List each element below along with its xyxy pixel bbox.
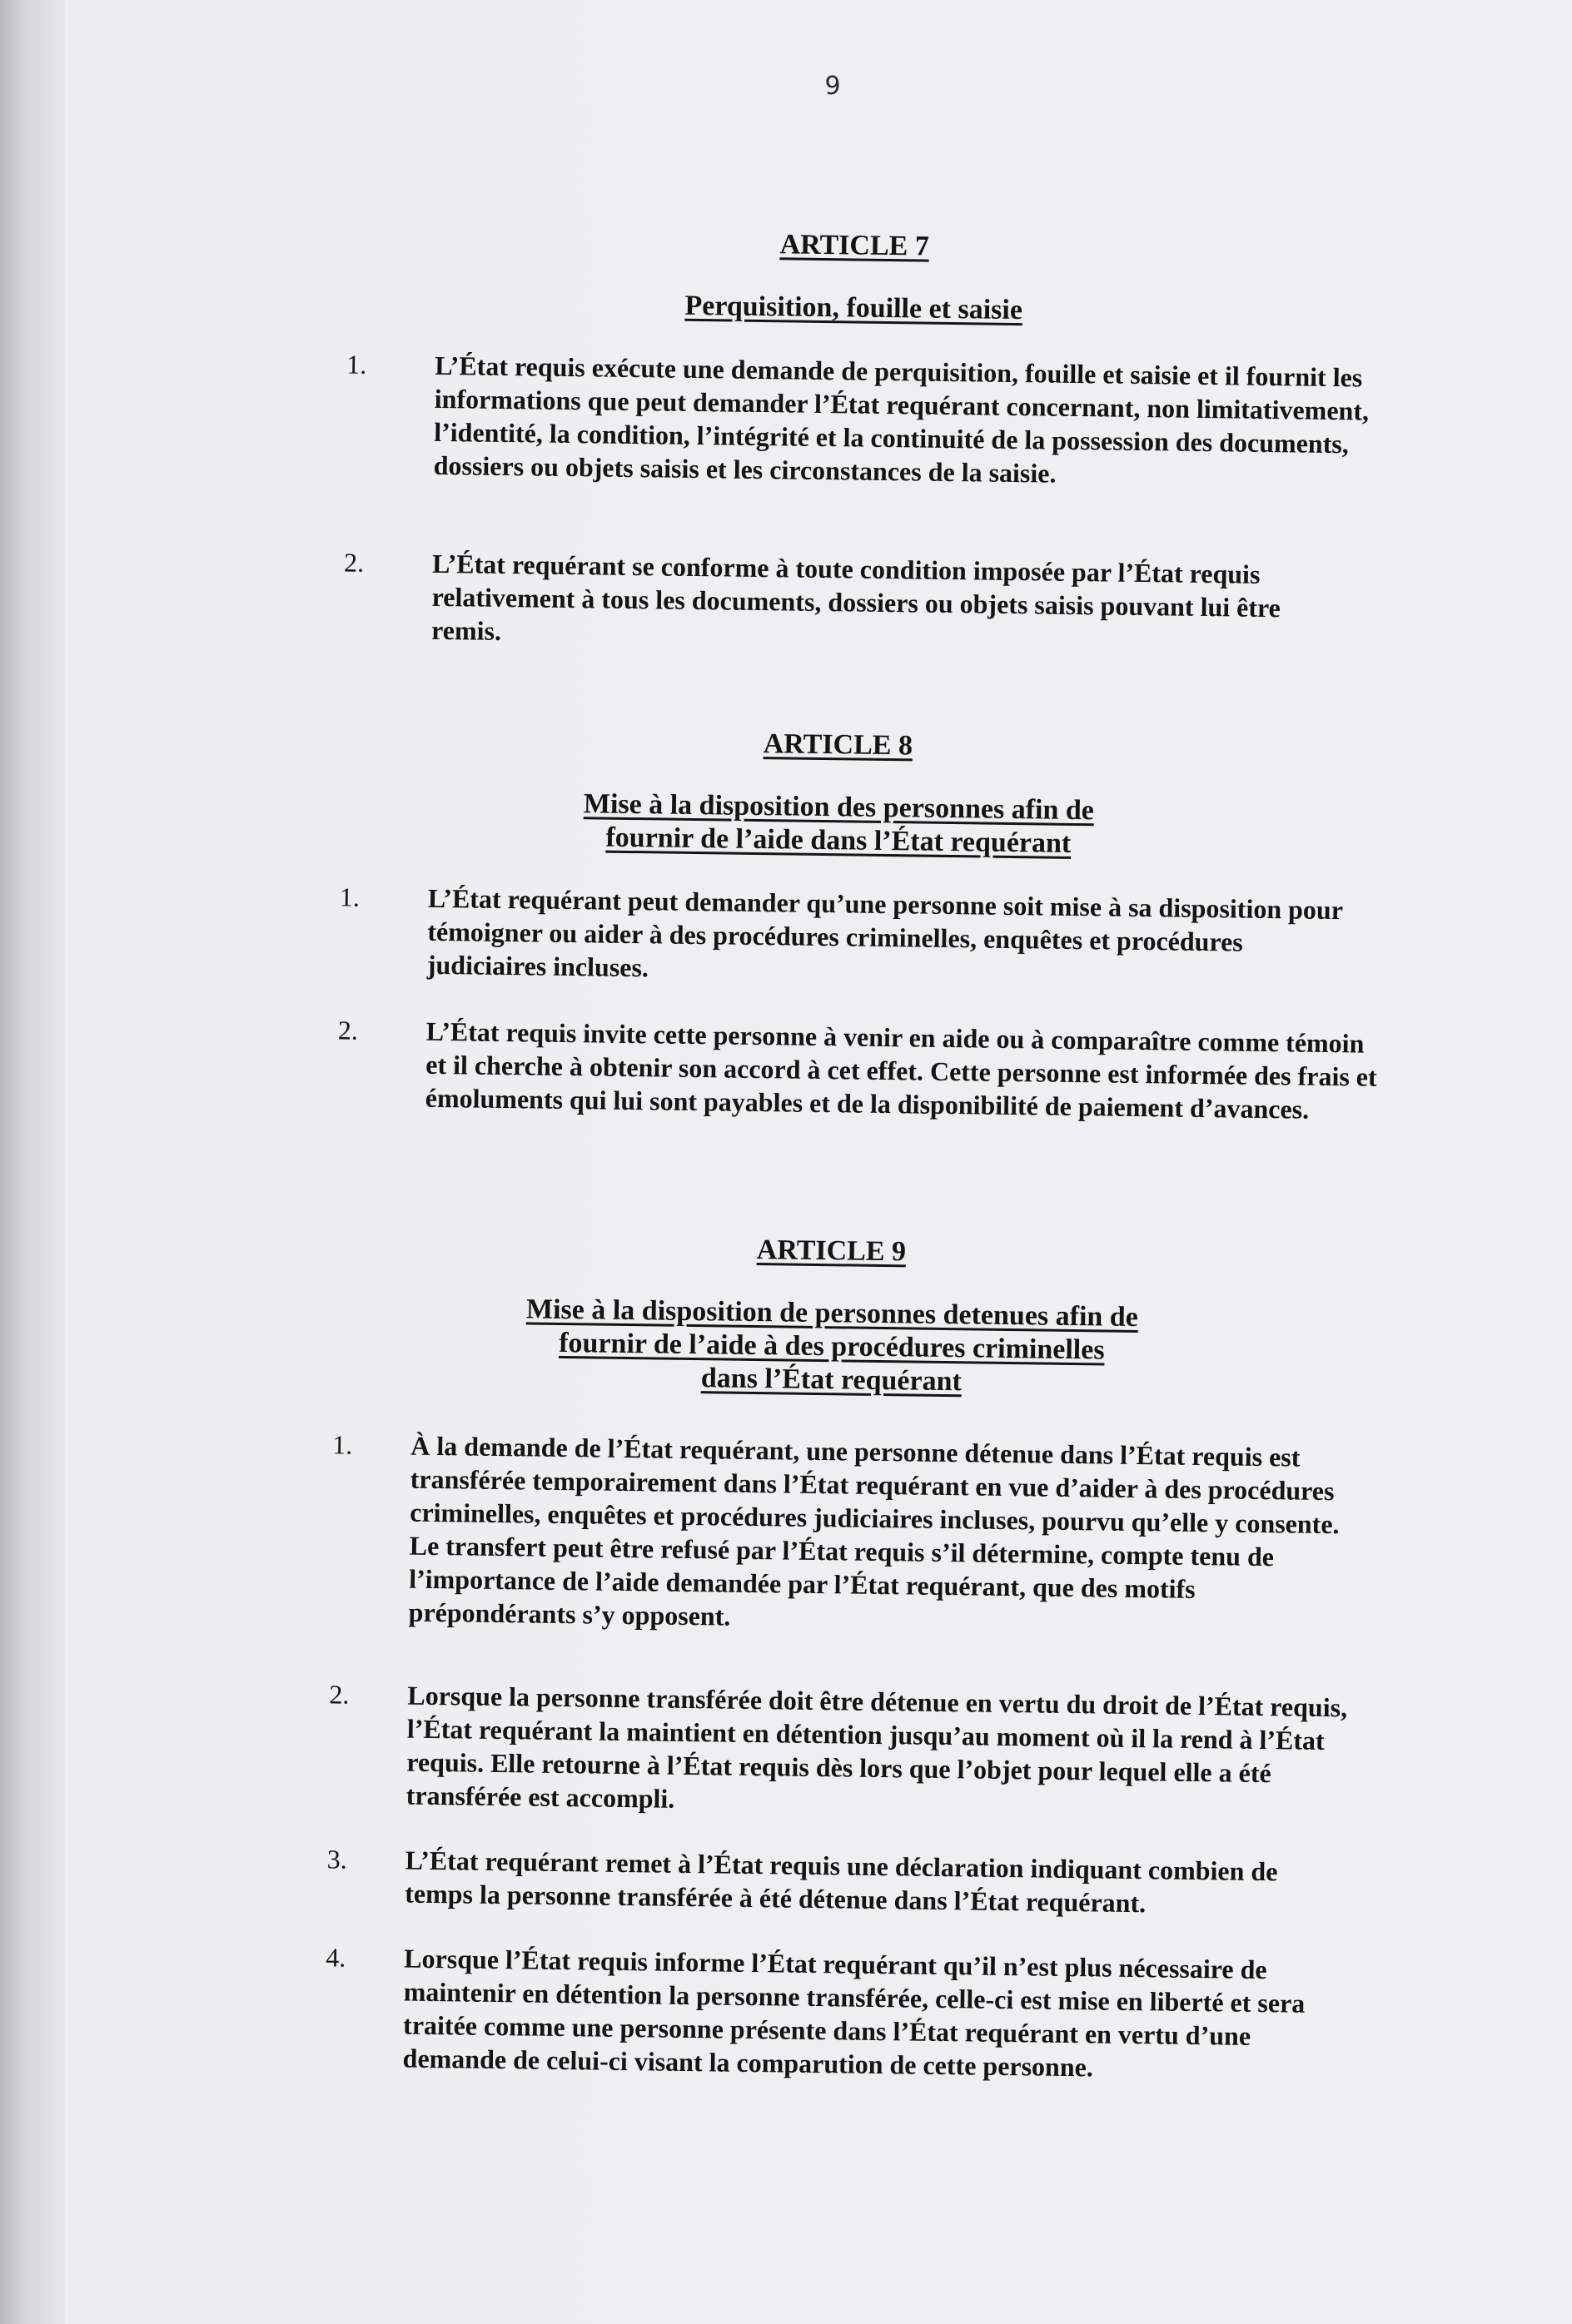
article-7-para-2-text: L’État requérant se conforme à toute condition imposée par l’État requis relativement à tous les documents, dossiers ou objets saisis pouvant lui être remis. [430, 548, 1281, 646]
article-9-para-3-number: 3. [326, 1844, 348, 1875]
article-9-para-2-text: Lorsque la personne transférée doit être détenue en vertu du droit de l’État requis, l’État requérant la maintient en détention jusqu’au moment où il la rend à l’État requis. Elle retourne à l’État requis dès lors que l’objet pour lequel elle a été transférée est accompli. [405, 1680, 1348, 1814]
article-8-heading: ARTICLE 8 [763, 728, 913, 762]
article-9-para-1-text: À la demande de l’État requérant, une personne détenue dans l’État requis est transférée temporairement dans l’État requérant en vue d’aider à des procédures criminelles, enquêtes et procédures judiciaires incluses, pourvu qu’elle y consente. Le transfert peut être refusé par l’État requis s’il détermine, compte tenu de l’importance de l’aide demandée par l’État requérant, que des motifs prépondérants s’y opposent. [408, 1430, 1340, 1631]
article-8-title-line-1: Mise à la disposition des personnes afin de [583, 788, 1095, 827]
article-7-title: Perquisition, fouille et saisie [684, 290, 1023, 326]
article-8-para-1-text: L’État requérant peut demander qu’une personne soit mise à sa disposition pour témoigner ou aider à des procédures criminelles, enquêtes et procédures judiciaires incluses. [426, 882, 1343, 983]
article-7-para-1-number: 1. [346, 349, 367, 380]
article-9-heading: ARTICLE 9 [756, 1234, 907, 1268]
article-9-para-1-number: 1. [332, 1429, 353, 1460]
article-7-para-2-number: 2. [343, 547, 365, 578]
article-8-para-2-text: L’État requis invite cette personne à venir en aide ou à comparaître comme témoin et il cherche à obtenir son accord à cet effet. Cette personne est informée des frais et émoluments qui lui sont payables et de la disponibilité de paiement d’avances. [425, 1016, 1377, 1125]
article-8-title-line-2: fournir de l’aide dans l’État requérant [605, 822, 1072, 859]
article-7-heading: ARTICLE 7 [779, 229, 930, 262]
article-8-para-2-number: 2. [337, 1015, 359, 1045]
article-9-para-2-number: 2. [329, 1679, 350, 1710]
article-9-para-3-text: L’État requérant remet à l’État requis une déclaration indiquant combien de temps la personne transférée à été détenue dans l’État requérant. [405, 1845, 1278, 1919]
page-number: 9 [824, 72, 841, 101]
article-9-title-line-1: Mise à la disposition de personnes detenues afin de [525, 1294, 1139, 1333]
article-8-para-1-number: 1. [339, 881, 361, 912]
article-7-para-1-text: L’État requis exécute une demande de perquisition, fouille et saisie et il fournit les informations que peut demander l’État requérant concernant, non limitativement, l’identité, la condition, l’intégrité et la continuité de la possession des documents, dossiers ou objets saisis et les circonstances de la saisie. [433, 350, 1370, 489]
article-9-title-line-3: dans l’État requérant [700, 1363, 963, 1398]
article-9-para-4-number: 4. [326, 1942, 346, 1973]
article-9-title-line-2: fournir de l’aide à des procédures criminelles [558, 1327, 1105, 1366]
article-9-para-4-text: Lorsque l’État requis informe l’État requérant qu’il n’est plus nécessaire de maintenir en détention la personne transférée, celle-ci est mise en liberté et sera traitée comme une personne présente dans l’État requérant en vertu d’une demande de celui-ci visant la comparution de cette personne. [402, 1943, 1306, 2083]
